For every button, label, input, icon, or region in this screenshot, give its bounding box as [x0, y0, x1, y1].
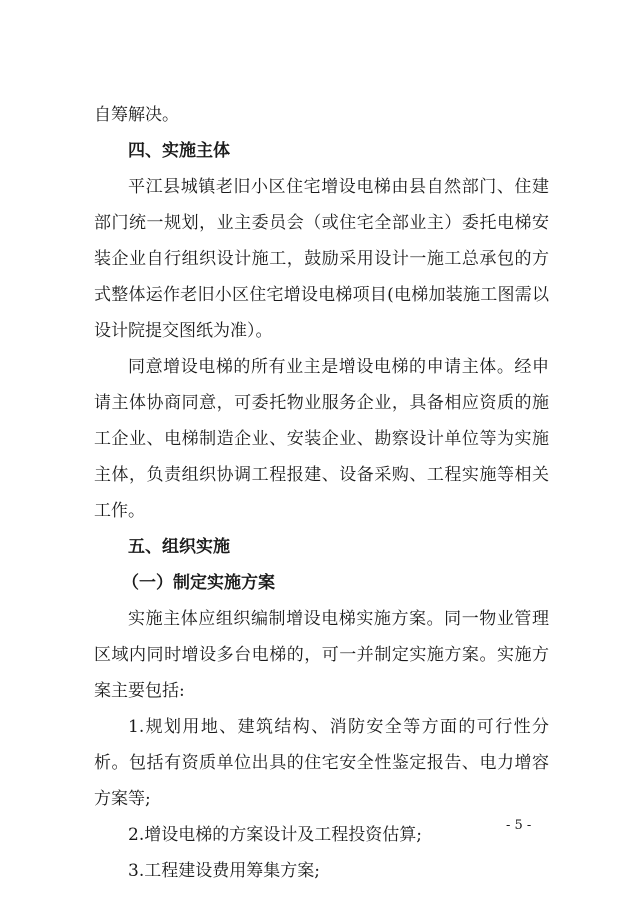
- paragraph-funding-end: 自筹解决。: [94, 105, 179, 125]
- paragraph-planning: 平江县城镇老旧小区住宅增设电梯由县自然部门、住建部门统一规划，业主委员会（或住宅全部业主）委托电梯安装企业自行组织设计施工，鼓励采用设计一施工总承包的方式整体运作老旧小区住宅增设电梯项目(电梯加装施工图需以设计院提交图纸为准）。: [94, 177, 549, 341]
- list-item-funding-plan: 3.工程建设费用筹集方案;: [128, 861, 320, 881]
- page-number: - 5 -: [506, 818, 532, 833]
- list-item-feasibility: 1.规划用地、建筑结构、消防安全等方面的可行性分析。包括有资质单位出具的住宅安全性鉴定报告、电力增容方案等;: [94, 717, 549, 809]
- subsection-heading-plan: （一）制定实施方案: [122, 573, 275, 593]
- section-heading-implementing-entity: 四、实施主体: [128, 141, 230, 161]
- list-item-design-estimate: 2.增设电梯的方案设计及工程投资估算;: [128, 825, 422, 845]
- paragraph-applicant: 同意增设电梯的所有业主是增设电梯的申请主体。经申请主体协商同意，可委托物业服务企业，具备相应资质的施工企业、电梯制造企业、安装企业、勘察设计单位等为实施主体，负责组织协调工程报建、设备采购、工程实施等相关工作。: [94, 357, 549, 521]
- paragraph-plan-intro: 实施主体应组织编制增设电梯实施方案。同一物业管理区域内同时增设多台电梯的，可一并制定实施方案。实施方案主要包括:: [94, 609, 549, 701]
- page-body: [94, 97, 549, 889]
- section-heading-organization: 五、组织实施: [128, 537, 230, 557]
